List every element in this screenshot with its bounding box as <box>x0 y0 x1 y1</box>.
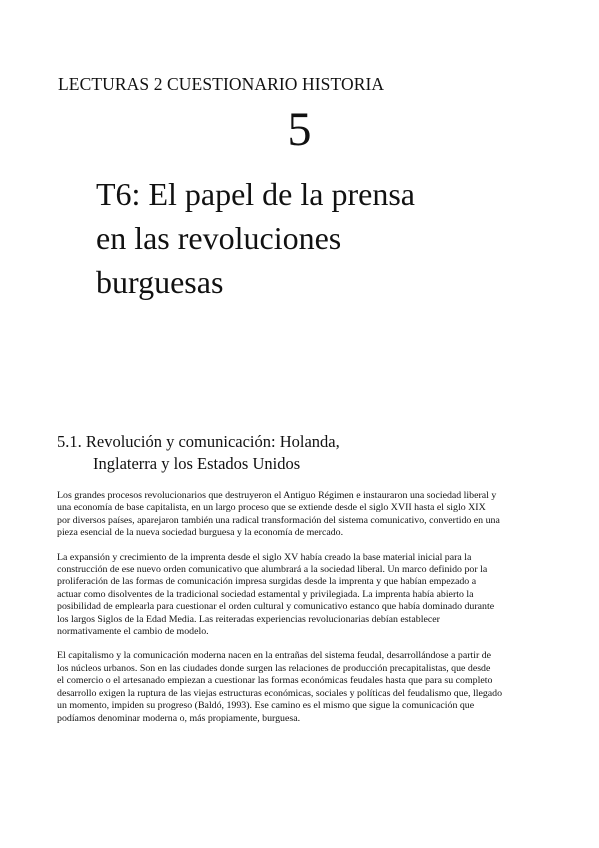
chapter-title-line: burguesas <box>96 264 224 300</box>
paragraph <box>57 650 545 724</box>
text-line: normativamente el cambio de modelo. <box>57 626 209 638</box>
section-heading <box>57 431 340 475</box>
section-heading-line: Inglaterra y los Estados Unidos <box>93 454 301 473</box>
paragraph <box>57 490 545 540</box>
text-line: desarrollo exigen la ruptura de las viejas estructuras económicas, sociales y políticas del feudalismo que, llegado <box>57 687 503 699</box>
chapter-title <box>96 172 536 304</box>
section-heading-line: 5.1. Revolución y comunicación: Holanda, <box>57 432 340 451</box>
text-line: La expansión y crecimiento de la imprenta desde el siglo XV había creado la base material inicial para la <box>57 551 472 563</box>
document-header: LECTURAS 2 CUESTIONARIO HISTORIA <box>58 74 385 94</box>
text-line: pieza esencial de la nueva sociedad burguesa y la economía de mercado. <box>57 527 344 539</box>
text-line: un momento, impiden su progreso (Baldó, 1993). Ese camino es el mismo que sigue la comunicación que <box>57 700 475 712</box>
text-line: los núcleos urbanos. Son en las ciudades donde surgen las relaciones de producción precapitalistas, que desde <box>57 662 491 674</box>
text-line: los largos Siglos de la Edad Media. Las reiteradas experiencias revolucionarias debían establecer <box>57 613 440 625</box>
text-line: actuar como disolventes de la tradicional sociedad estamental y privilegiada. La imprenta había abierto la <box>57 588 474 600</box>
chapter-title-line: T6: El papel de la prensa <box>96 176 415 212</box>
chapter-title-line: en las revoluciones <box>96 220 342 256</box>
text-line: podíamos denominar moderna o, más propiamente, burguesa. <box>57 712 301 724</box>
text-line: el comercio o el artesanado empiezan a cuestionar las formas económicas feudales hasta que para su completo <box>57 675 493 687</box>
body-text <box>57 490 545 737</box>
text-line: posibilidad de emplearla para cuestionar el orden cultural y comunicativo estanco que había dominado durante <box>57 601 495 613</box>
text-line: El capitalismo y la comunicación moderna nacen en la entrañas del sistema feudal, desarrollándose a partir de <box>57 650 492 662</box>
paragraph <box>57 552 545 639</box>
text-line: construcción de ese nuevo orden comunicativo que alumbrará a la sociedad liberal. Un marco definido por la <box>57 564 488 576</box>
text-line: Los grandes procesos revolucionarios que destruyeron el Antiguo Régimen e instauraron una sociedad liberal y <box>57 490 497 501</box>
chapter-number: 5 <box>287 103 312 156</box>
text-line: proliferación de las formas de comunicación impresa surgidas desde la imprenta y que habían empezado a <box>57 576 477 588</box>
text-line: por diversos países, aparejaron también una radical transformación del sistema comunicativo, convertido en una <box>57 514 500 526</box>
text-line: una economía de base capitalista, en un largo proceso que se extiende desde el siglo XVII hasta el siglo XIX <box>57 502 486 514</box>
